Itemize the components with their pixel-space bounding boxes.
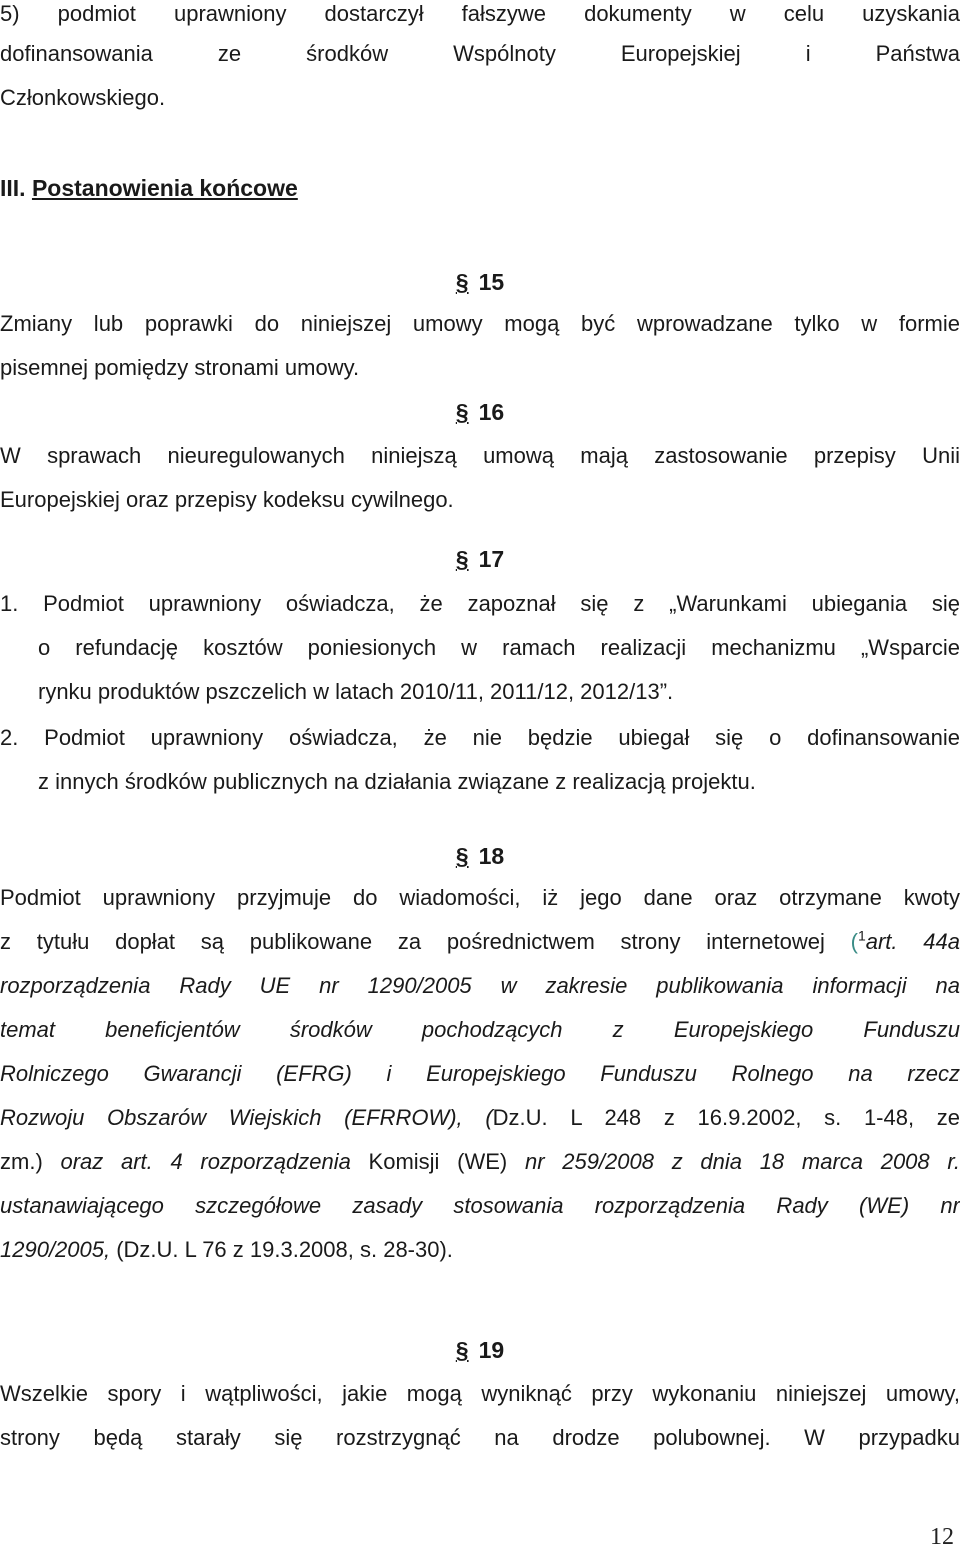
paragraph-15-line-2: pisemnej pomiędzy stronami umowy. bbox=[0, 355, 360, 380]
paragraph-17-heading bbox=[0, 545, 960, 573]
paragraph-15-heading bbox=[0, 268, 960, 296]
paragraph-17-point-1-line-2: o refundację kosztów poniesionych w ramach realizacji mechanizmu „Wsparcie bbox=[38, 635, 960, 660]
article-ref: art. 44a bbox=[865, 929, 960, 954]
paragraph-number: 15 bbox=[478, 269, 505, 295]
paragraph-19-line-1: Wszelkie spory i wątpliwości, jakie mogą wyniknąć przy wykonaniu niniejszej umowy, bbox=[0, 1381, 960, 1406]
section-title: Postanowienia końcowe bbox=[31, 175, 298, 201]
paragraph-18-line-7 bbox=[0, 1148, 960, 1176]
paragraph-number: 16 bbox=[478, 399, 505, 425]
section-sign: § bbox=[455, 1337, 469, 1363]
paragraph-number: 17 bbox=[478, 546, 505, 572]
section-sign: § bbox=[455, 269, 469, 295]
paragraph-17-point-2-line-2: z innych środków publicznych na działania związane z realizacją projektu. bbox=[38, 769, 756, 794]
paragraph-17-point-1-line-1: 1. Podmiot uprawniony oświadcza, że zapoznał się z „Warunkami ubiegania się bbox=[0, 591, 960, 616]
line-9-a: 1290/2005, bbox=[0, 1237, 111, 1262]
paragraph-18-line-6 bbox=[0, 1104, 960, 1132]
paragraph-18-line-5: Rolniczego Gwarancji (EFRG) i Europejskiego Funduszu Rolnego na rzecz bbox=[0, 1061, 960, 1086]
section-number: III. bbox=[0, 175, 26, 201]
paragraph-17-point-2-line-1: 2. Podmiot uprawniony oświadcza, że nie będzie ubiegał się o dofinansowanie bbox=[0, 725, 960, 750]
footnote-marker: 1 bbox=[857, 927, 866, 944]
paragraph-18-line-1: Podmiot uprawniony przyjmuje do wiadomości, iż jego dane oraz otrzymane kwoty bbox=[0, 885, 960, 910]
line-7-b: oraz art. 4 rozporządzenia bbox=[42, 1149, 369, 1174]
paragraph-19-heading bbox=[0, 1336, 960, 1364]
paragraph-17-point-1-line-3: rynku produktów pszczelich w latach 2010/11, 2011/12, 2012/13”. bbox=[38, 679, 674, 704]
item-5-line-3: Członkowskiego. bbox=[0, 85, 166, 110]
paragraph-18-line-4: temat beneficjentów środków pochodzących z Europejskiego Funduszu bbox=[0, 1017, 960, 1042]
page-number: 12 bbox=[930, 1524, 954, 1550]
paragraph-number: 18 bbox=[478, 843, 505, 869]
item-5-line-2: dofinansowania ze środków Wspólnoty Europejskiej i Państwa bbox=[0, 41, 960, 66]
line-7-c: Komisji (WE) bbox=[368, 1149, 508, 1174]
paragraph-19-line-2: strony będą starały się rozstrzygnąć na drodze polubownej. W przypadku bbox=[0, 1425, 960, 1450]
paragraph-16-line-2: Europejskiej oraz przepisy kodeksu cywilnego. bbox=[0, 487, 454, 512]
open-paren: ( bbox=[850, 929, 858, 954]
line-9-b: (Dz.U. L 76 z 19.3.2008, s. 28-30). bbox=[110, 1237, 453, 1262]
paragraph-16-heading bbox=[0, 398, 960, 426]
paragraph-18-line-9 bbox=[0, 1236, 960, 1264]
line-7-d: nr 259/2008 z dnia 18 marca 2008 r. bbox=[507, 1149, 960, 1174]
item-5-line-1: 5) podmiot uprawniony dostarczył fałszywe dokumenty w celu uzyskania bbox=[0, 1, 960, 26]
line-6-regular: Dz.U. L 248 z 16.9.2002, s. 1-48, ze bbox=[492, 1105, 960, 1130]
paragraph-18-heading bbox=[0, 842, 960, 870]
section-sign: § bbox=[455, 399, 469, 425]
section-sign: § bbox=[455, 843, 469, 869]
line-7-a: zm.) bbox=[0, 1149, 43, 1174]
paragraph-15-line-1: Zmiany lub poprawki do niniejszej umowy mogą być wprowadzane tylko w formie bbox=[0, 311, 960, 336]
line-2-text: z tytułu dopłat są publikowane za pośrednictwem strony internetowej bbox=[0, 929, 825, 954]
paragraph-number: 19 bbox=[478, 1337, 505, 1363]
section-heading bbox=[0, 174, 960, 202]
paragraph-18-line-8: ustanawiającego szczegółowe zasady stosowania rozporządzenia Rady (WE) nr bbox=[0, 1193, 960, 1218]
line-6-italic: Rozwoju Obszarów Wiejskich (EFRROW), ( bbox=[0, 1105, 493, 1130]
paragraph-18-line-3: rozporządzenia Rady UE nr 1290/2005 w zakresie publikowania informacji na bbox=[0, 973, 960, 998]
paragraph-18-line-2 bbox=[0, 928, 960, 956]
paragraph-16-line-1: W sprawach nieuregulowanych niniejszą umową mają zastosowanie przepisy Unii bbox=[0, 443, 960, 468]
section-sign: § bbox=[455, 546, 469, 572]
